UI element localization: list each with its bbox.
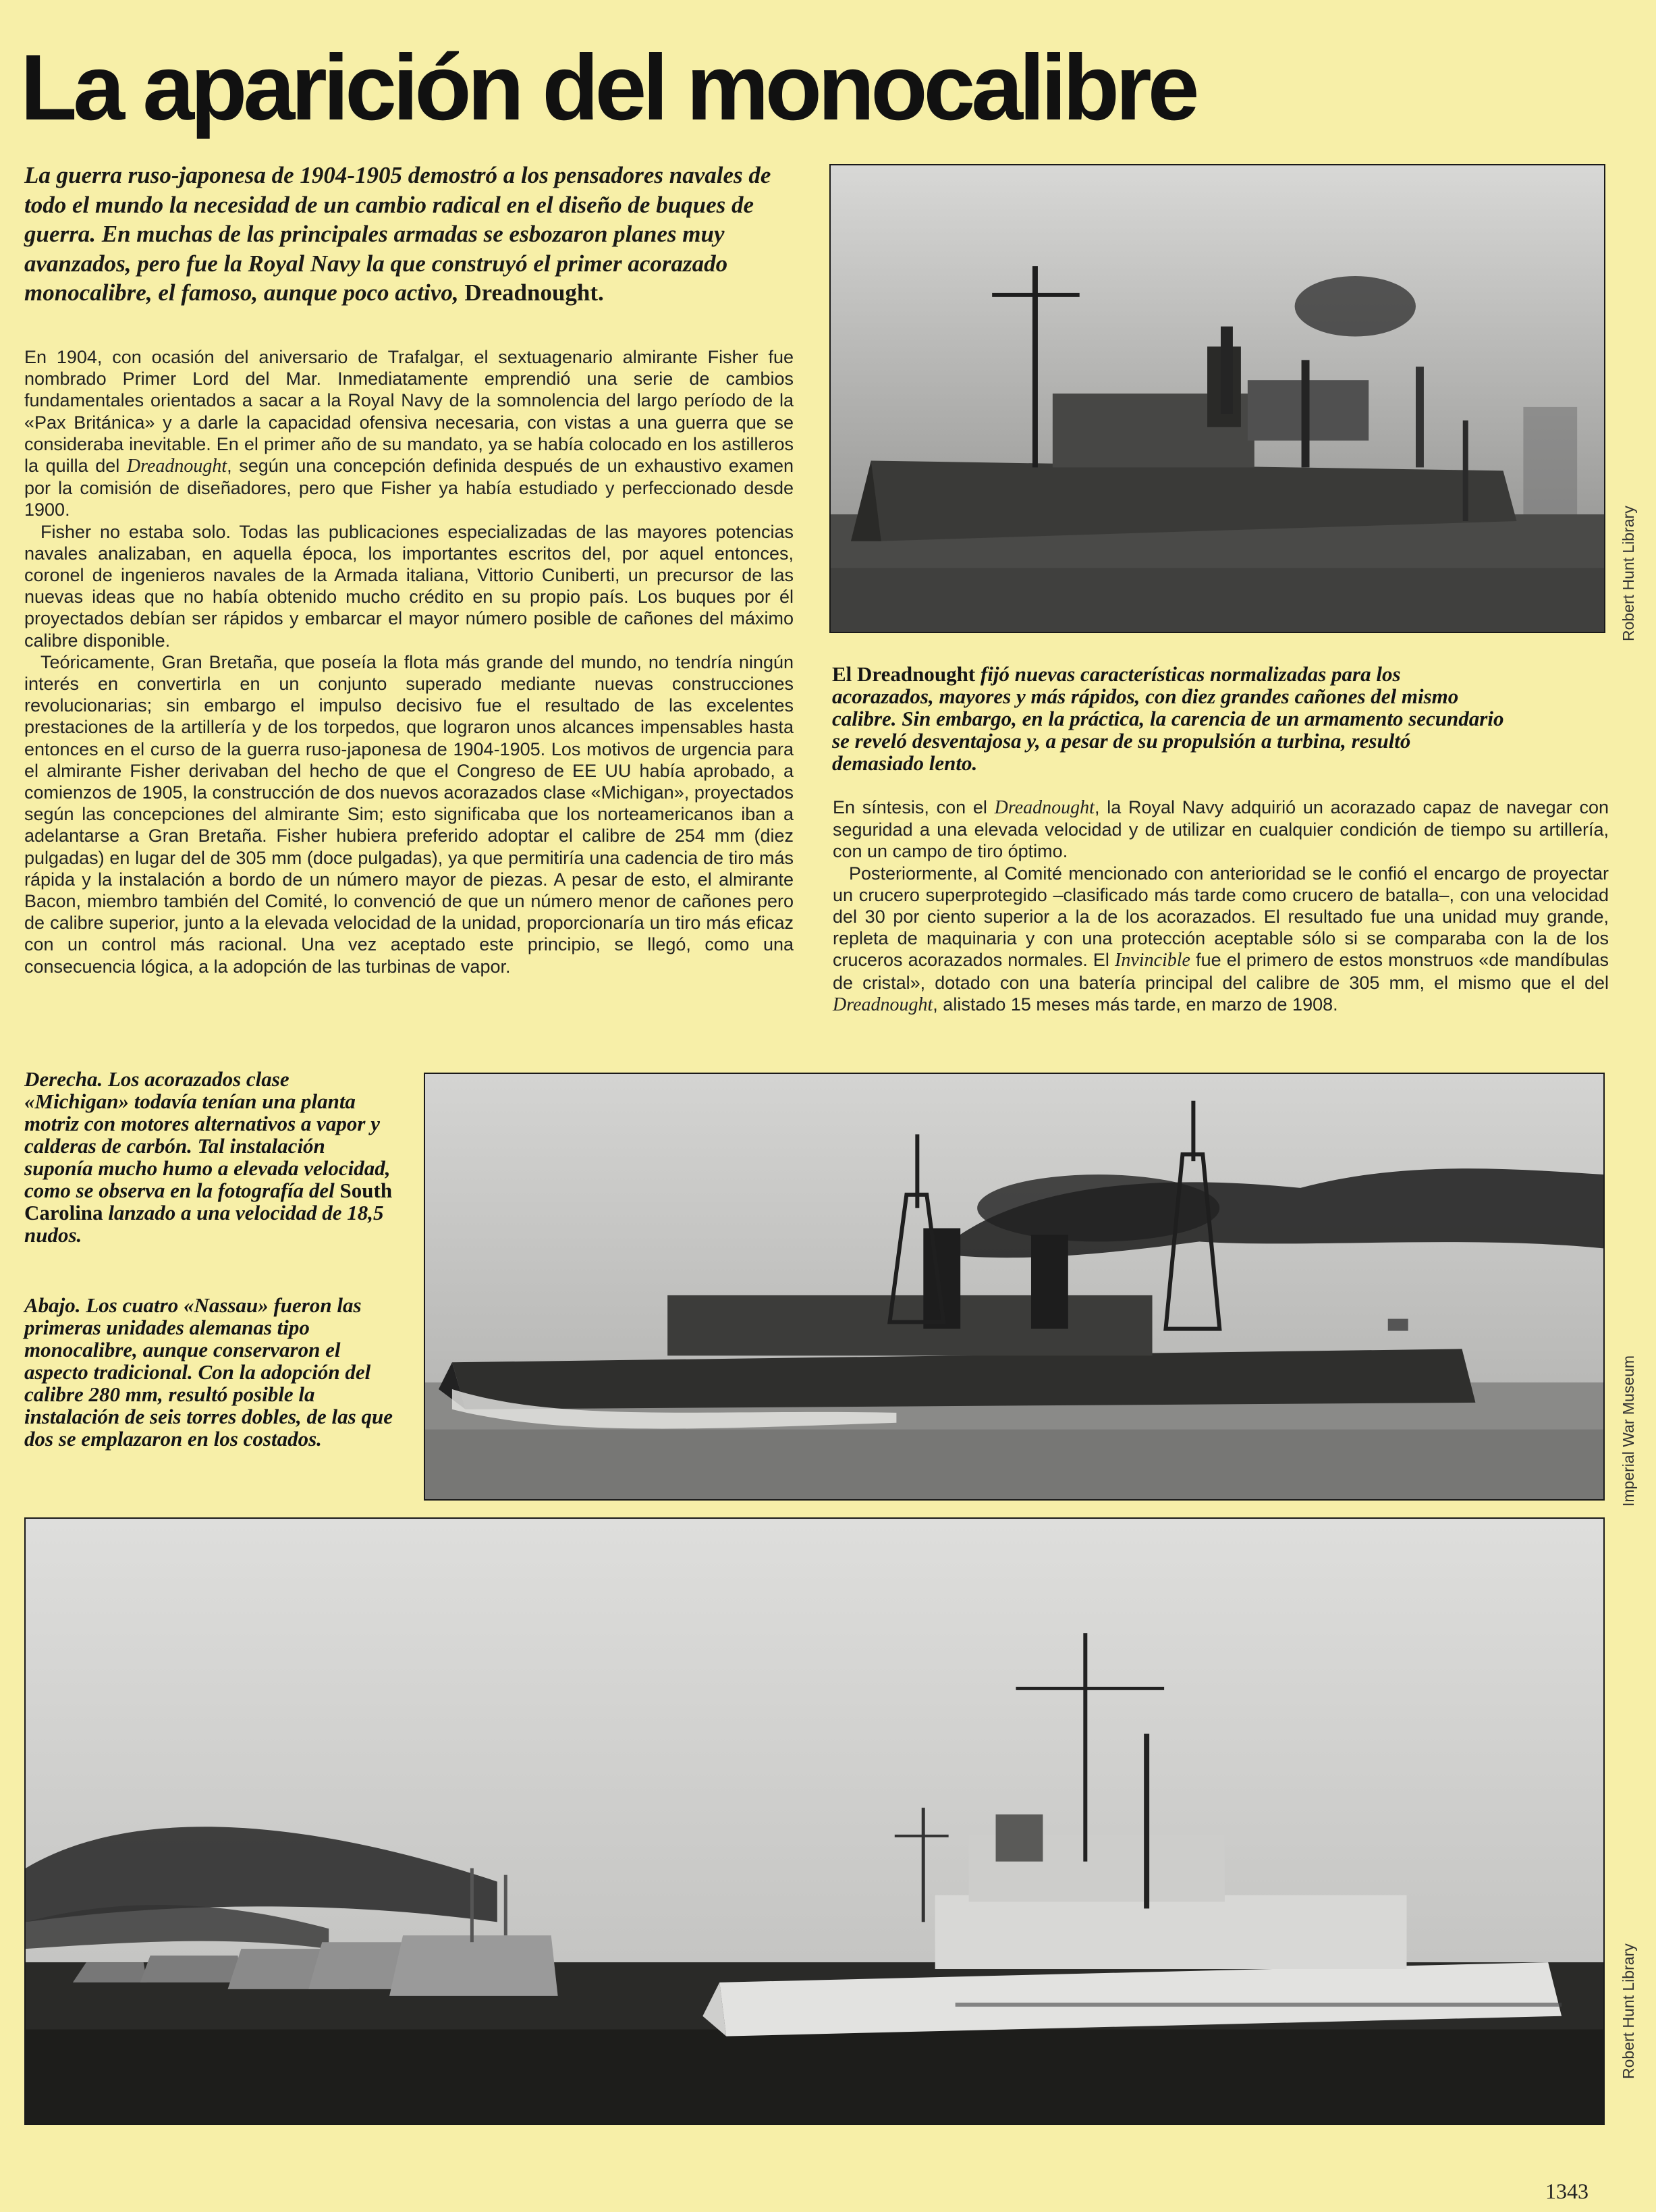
- south-carolina-photo: [424, 1073, 1605, 1501]
- photo-credit-south-carolina: Imperial War Museum: [1620, 1355, 1637, 1507]
- body-column-left: [24, 346, 794, 977]
- body-left-paragraph-1: [24, 346, 794, 521]
- page-number: 1343: [1545, 2179, 1589, 2203]
- caption-ship-name: El Dreadnought: [832, 662, 976, 686]
- caption-text: Derecha. Los acorazados clase «Michigan» todavía tenían una planta motriz con motores alternativos a vapor y calderas de carbón. Tal instalación suponía mucho humo a elevada velocidad, como se observa en la fotografía del: [24, 1067, 391, 1202]
- ship-name: Dreadnought: [994, 797, 1095, 818]
- caption-michigan: [24, 1068, 399, 1246]
- page-title: La aparición del monocalibre: [20, 36, 1196, 140]
- nassau-class-photo: [24, 1517, 1605, 2125]
- text-run: , alistado 15 meses más tarde, en marzo de 1908.: [933, 994, 1338, 1015]
- intro-paragraph: [24, 161, 800, 308]
- caption-dreadnought: [832, 663, 1507, 774]
- caption-nassau: Abajo. Los cuatro «Nassau» fueron las primeras unidades alemanas tipo monocalibre, aunque conservaron el aspecto tradicional. Con la adopción del calibre 280 mm, resultó posible la instalación de seis torres dobles, de las que dos se emplazaron en los costados.: [24, 1293, 393, 1451]
- ship-name: Invincible: [1115, 950, 1190, 971]
- body-left-paragraph-3: Teóricamente, Gran Bretaña, que poseía la flota más grande del mundo, no tendría ningún interés en convertirla en un conjunto superado mediante nuevas construcciones revolucionarias; sin embargo el impulso decisivo fue el resultado de las excelentes prestaciones de la artillería y de los torpedos, que lograron unos alcances impensables hasta entonces en el curso de la guerra ruso-japonesa de 1904-1905. Los motivos de urgencia para el almirante Fisher derivaban del hecho de que el Congreso de EE UU había aprobado, a comienzos de 1905, la construcción de dos nuevos acorazados clase «Michigan», proyectados según las concepciones del almirante Sim; esto significaba que los norteamericanos iban a adelantarse a Gran Bretaña. Fisher hubiera preferido adoptar el calibre de 254 mm (diez pulgadas) en lugar del de 305 mm (doce pulgadas), ya que permitiría una cadencia de tiro más rápida y la instalación a bordo de un número mayor de piezas. A pesar de esto, el almirante Bacon, miembro también del Comité, lo convenció de que un número menor de cañones pero de calibre superior, junto a la elevada velocidad de la unidad, proporcionaría un tiro más eficaz con un control más racional. Una vez aceptado este principio, se llegó, como una consecuencia lógica, a la adopción de las turbinas de vapor.: [24, 651, 794, 977]
- ship-name: Dreadnought: [126, 456, 227, 477]
- nassau-class-photo-art: [26, 1519, 1603, 2124]
- text-run: , según una concepción definida después de un exhaustivo examen por la comisión de diseñadores, pero que Fisher ya había estudiado y perfeccionado desde 1900.: [24, 456, 794, 520]
- caption-ship-name: South Carolina: [24, 1179, 393, 1224]
- text-run: En síntesis, con el: [833, 797, 987, 817]
- text-run: Posteriormente, al Comité mencionado con anterioridad se le confió el encargo de proyectar un crucero superprotegido –clasificado más tarde como crucero de batalla–, con una velocidad del 30 por ciento superior a la de los acorazados. El resultado fue una unidad muy grande, repleta de maquinaria y con una protección aceptable sólo si se comparaba con la de los cruceros acorazados normales. El: [833, 863, 1609, 971]
- body-right-paragraph-2: [833, 863, 1609, 1016]
- text-run: , la Royal Navy adquirió un acorazado capaz de navegar con seguridad a una elevada velocidad y de utilizar en cualquier condición de tiempo su artillería, con un campo de tiro óptimo.: [833, 797, 1609, 862]
- ship-name: Dreadnought: [833, 994, 933, 1015]
- caption-text: fijó nuevas características normalizadas para los acorazados, mayores y más rápidos, con diez grandes cañones del mismo calibre. Sin embargo, en la práctica, la carencia de un armamento secundario se reveló desventajosa y, a pesar de su propulsión a turbina, resultó demasiado lento.: [832, 662, 1504, 775]
- body-left-paragraph-2: Fisher no estaba solo. Todas las publicaciones especializadas de las mayores potencias navales analizaban, en aquella época, los importantes escritos del, por aquel entonces, coronel de ingenieros navales de la Armada italiana, Vittorio Cuniberti, un precursor de las nuevas ideas que no había obtenido mucho crédito en su propio país. Los buques por él proyectados debían ser rápidos y embarcar el mayor número posible de cañones del máximo calibre disponible.: [24, 521, 794, 651]
- body-column-right: [833, 797, 1609, 1016]
- photo-credit-dreadnought: Robert Hunt Library: [1620, 506, 1637, 641]
- dreadnought-photo-art: [831, 165, 1604, 632]
- intro-text: La guerra ruso-japonesa de 1904-1905 demostró a los pensadores navales de todo el mundo la necesidad de un cambio radical en el diseño de buques de guerra. En muchas de las principales armadas se esbozaron planes muy avanzados, pero fue la Royal Navy la que construyó el primer acorazado monocalibre, el famoso, aunque poco activo,: [24, 162, 771, 306]
- caption-text: lanzado a una velocidad de 18,5 nudos.: [24, 1201, 384, 1247]
- south-carolina-photo-art: [425, 1074, 1603, 1499]
- dreadnought-photo: [829, 164, 1605, 633]
- intro-ship-name: Dreadnought.: [464, 279, 604, 306]
- photo-credit-nassau: Robert Hunt Library: [1620, 1943, 1637, 2079]
- text-run: fue el primero de estos monstruos «de mandíbulas de cristal», dotado con una batería principal del calibre de 305 mm, el mismo que el del: [833, 950, 1609, 993]
- text-run: En 1904, con ocasión del aniversario de Trafalgar, el sextuagenario almirante Fisher fue nombrado Primer Lord del Mar. Inmediatamente emprendió una serie de cambios fundamentales orientados a sacar a la Royal Navy de la somnolencia del largo período de la «Pax Británica» y a darle la capacidad ofensiva necesaria, con vistas a una guerra que se consideraba inevitable. En el primer año de su mandato, ya se había colocado en los astilleros la quilla del: [24, 347, 794, 477]
- body-right-paragraph-1: [833, 797, 1609, 863]
